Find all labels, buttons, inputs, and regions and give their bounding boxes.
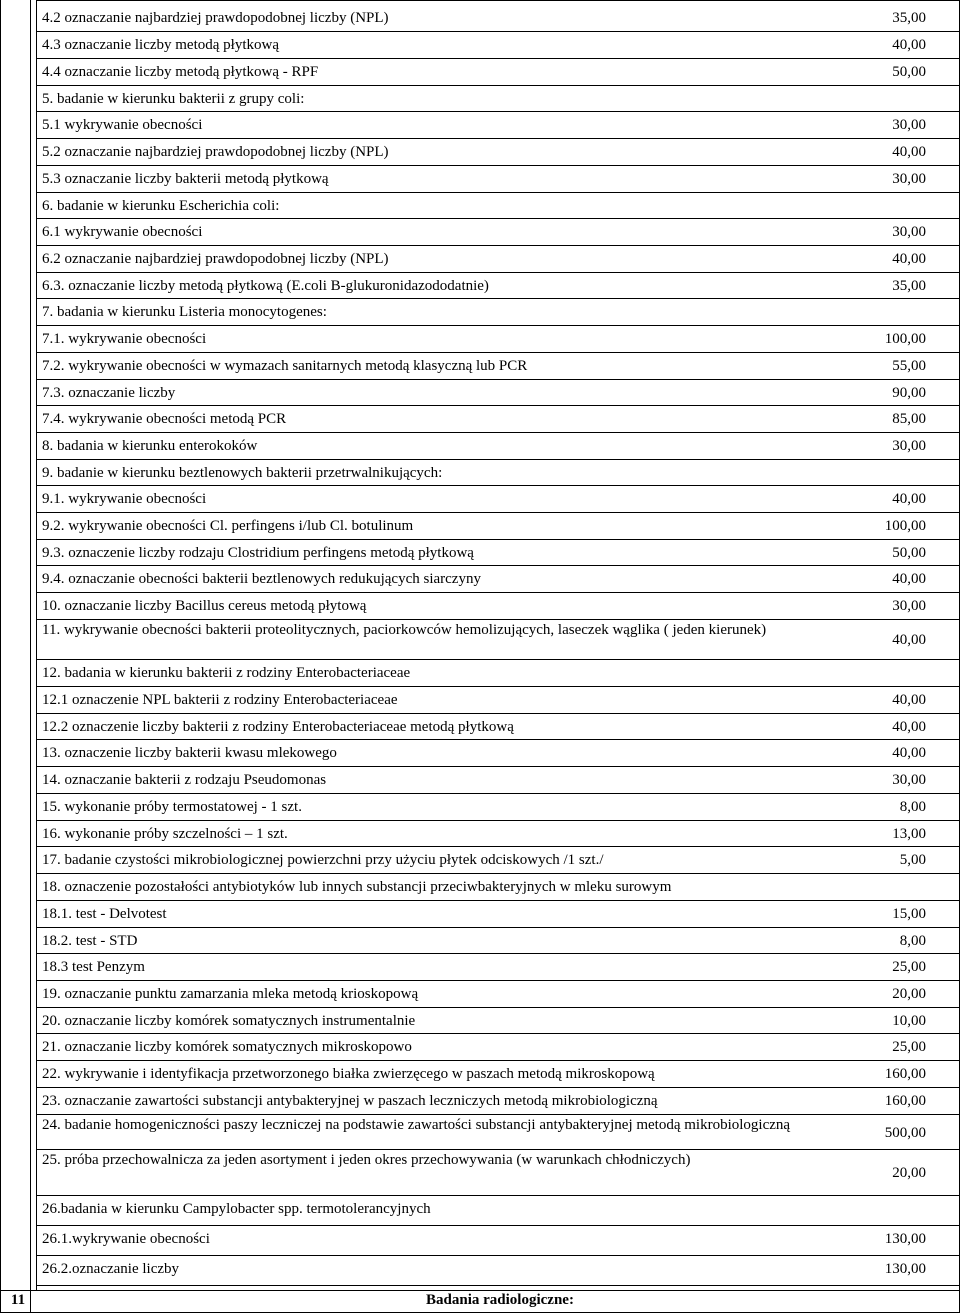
table-row	[36, 954, 960, 981]
item-price: 130,00	[884, 1261, 926, 1277]
item-price: 100,00	[884, 518, 926, 534]
table-row	[36, 380, 960, 406]
item-description: 24. badanie homogeniczności paszy leczniczej na podstawie zawartości substancji antybakteryjnej metodą mikrobiologiczną	[42, 1117, 791, 1133]
item-description: 4.4 oznaczanie liczby metodą płytkową - RPF	[42, 64, 319, 80]
item-description: 5.3 oznaczanie liczby bakterii metodą płytkową	[42, 171, 329, 187]
item-description: 5.2 oznaczanie najbardziej prawdopodobnej liczby (NPL)	[42, 144, 389, 160]
item-price: 20,00	[892, 986, 926, 1002]
item-description: 12.2 oznaczenie liczby bakterii z rodziny Enterobacteriaceae metodą płytkową	[42, 719, 514, 735]
table-row	[36, 847, 960, 874]
table-row	[36, 794, 960, 821]
table-row	[36, 353, 960, 380]
item-description: 26.1.wykrywanie obecności	[42, 1231, 210, 1247]
item-price: 40,00	[892, 571, 926, 587]
table-row	[36, 821, 960, 847]
item-price: 35,00	[892, 10, 926, 26]
item-price: 40,00	[892, 251, 926, 267]
item-description: 13. oznaczenie liczby bakterii kwasu mlekowego	[42, 745, 337, 761]
table-row	[36, 59, 960, 86]
table-row	[36, 166, 960, 193]
item-description: 20. oznaczanie liczby komórek somatycznych instrumentalnie	[42, 1013, 416, 1029]
table-row	[36, 981, 960, 1008]
table-row	[36, 1088, 960, 1115]
item-description: 7.2. wykrywanie obecności w wymazach sanitarnych metodą klasyczną lub PCR	[42, 358, 528, 374]
item-price: 55,00	[892, 358, 926, 374]
item-description: 6.2 oznaczanie najbardziej prawdopodobnej liczby (NPL)	[42, 251, 389, 267]
table-row	[36, 928, 960, 954]
item-price: 20,00	[892, 1165, 926, 1181]
table-row	[36, 1008, 960, 1034]
item-price: 40,00	[892, 37, 926, 53]
table-row	[36, 566, 960, 593]
item-description: 7.3. oznaczanie liczby	[42, 385, 176, 401]
table-row	[36, 1034, 960, 1061]
item-description: 7. badania w kierunku Listeria monocytogenes:	[42, 304, 327, 320]
item-price: 8,00	[899, 799, 926, 815]
item-description: 18.2. test - STD	[42, 933, 138, 949]
table-row	[36, 660, 960, 687]
item-description: 6. badanie w kierunku Escherichia coli:	[42, 198, 280, 214]
item-description: 23. oznaczanie zawartości substancji antybakteryjnej w paszach leczniczych metodą mikrobiologiczną	[42, 1093, 658, 1109]
item-description: 19. oznaczanie punktu zamarzania mleka metodą krioskopową	[42, 986, 419, 1002]
item-price: 40,00	[892, 719, 926, 735]
item-price: 50,00	[892, 64, 926, 80]
item-description: 14. oznaczanie bakterii z rodzaju Pseudomonas	[42, 772, 327, 788]
item-price: 8,00	[899, 933, 926, 949]
item-description: 8. badania w kierunku enterokoków	[42, 438, 258, 454]
item-description: 22. wykrywanie i identyfikacja przetworzonego białka zwierzęcego w paszach metodą mikroskopową	[42, 1066, 655, 1082]
table-row	[36, 1150, 960, 1196]
table-row	[36, 513, 960, 540]
item-price: 30,00	[892, 598, 926, 614]
item-description: 12. badania w kierunku bakterii z rodziny Enterobacteriaceae	[42, 665, 411, 681]
table-row	[36, 139, 960, 166]
item-price: 40,00	[892, 692, 926, 708]
item-price: 13,00	[892, 826, 926, 842]
item-price: 40,00	[892, 745, 926, 761]
item-description: 5. badanie w kierunku bakterii z grupy coli:	[42, 91, 305, 107]
item-price: 30,00	[892, 772, 926, 788]
item-description: 5.1 wykrywanie obecności	[42, 117, 203, 133]
item-description: 6.3. oznaczanie liczby metodą płytkową (E.coli B-glukuronidazododatnie)	[42, 278, 489, 294]
table-row	[36, 273, 960, 299]
item-description: 4.2 oznaczanie najbardziej prawdopodobnej liczby (NPL)	[42, 10, 389, 26]
table-row	[36, 406, 960, 433]
table-row	[36, 620, 960, 660]
item-description: 18. oznaczenie pozostałości antybiotyków lub innych substancji przeciwbakteryjnych w mleku surowym	[42, 879, 672, 895]
item-price: 30,00	[892, 117, 926, 133]
item-description: 9.4. oznaczanie obecności bakterii beztlenowych redukujących siarczyny	[42, 571, 481, 587]
item-price: 40,00	[892, 144, 926, 160]
item-price: 160,00	[884, 1066, 926, 1082]
item-description: 4.3 oznaczanie liczby metodą płytkową	[42, 37, 279, 53]
table-row	[36, 299, 960, 326]
section-number: 11	[10, 1292, 26, 1308]
table-row	[36, 874, 960, 901]
table-row	[36, 593, 960, 620]
item-description: 7.4. wykrywanie obecności metodą PCR	[42, 411, 287, 427]
table-row	[36, 1196, 960, 1226]
table-row	[36, 901, 960, 928]
item-price: 5,00	[899, 852, 926, 868]
item-description: 12.1 oznaczenie NPL bakterii z rodziny Enterobacteriaceae	[42, 692, 398, 708]
table-row	[36, 540, 960, 566]
item-description: 17. badanie czystości mikrobiologicznej powierzchni przy użyciu płytek odciskowych /1 szt./	[42, 852, 604, 868]
item-price: 40,00	[892, 632, 926, 648]
item-description: 9.2. wykrywanie obecności Cl. perfingens i/lub Cl. botulinum	[42, 518, 414, 534]
item-description: 26.badania w kierunku Campylobacter spp. termotolerancyjnych	[42, 1201, 431, 1217]
item-description: 6.1 wykrywanie obecności	[42, 224, 203, 240]
table-row	[36, 1256, 960, 1286]
table-row	[36, 326, 960, 353]
table-row	[36, 5, 960, 32]
item-price: 30,00	[892, 438, 926, 454]
table-row	[36, 767, 960, 794]
table-row	[36, 714, 960, 740]
item-description: 26.2.oznaczanie liczby	[42, 1261, 180, 1277]
item-description: 18.1. test - Delvotest	[42, 906, 167, 922]
table-row	[36, 433, 960, 460]
item-price: 500,00	[884, 1125, 926, 1141]
table-row	[36, 1226, 960, 1256]
table-row	[36, 219, 960, 246]
item-price: 25,00	[892, 959, 926, 975]
item-price: 50,00	[892, 545, 926, 561]
table-row	[36, 246, 960, 273]
item-description: 16. wykonanie próby szczelności – 1 szt.	[42, 826, 288, 842]
item-description: 10. oznaczanie liczby Bacillus cereus metodą płytową	[42, 598, 367, 614]
item-price: 15,00	[892, 906, 926, 922]
item-description: 21. oznaczanie liczby komórek somatycznych mikroskopowo	[42, 1039, 412, 1055]
table-row	[36, 32, 960, 59]
item-description: 9.1. wykrywanie obecności	[42, 491, 207, 507]
item-description: 7.1. wykrywanie obecności	[42, 331, 207, 347]
item-price: 25,00	[892, 1039, 926, 1055]
table-row	[36, 1061, 960, 1088]
table-row	[36, 740, 960, 767]
item-price: 35,00	[892, 278, 926, 294]
table-row	[36, 460, 960, 486]
table-row	[36, 486, 960, 513]
item-price: 30,00	[892, 171, 926, 187]
section-title: Badania radiologiczne:	[426, 1292, 574, 1308]
item-description: 25. próba przechowalnicza za jeden asortyment i jeden okres przechowywania (w warunkach chłodniczych)	[42, 1152, 691, 1168]
table-row	[36, 112, 960, 139]
item-description: 18.3 test Penzym	[42, 959, 145, 975]
item-price: 85,00	[892, 411, 926, 427]
item-price: 30,00	[892, 224, 926, 240]
item-price: 130,00	[884, 1231, 926, 1247]
table-row	[36, 687, 960, 714]
item-description: 9. badanie w kierunku beztlenowych bakterii przetrwalnikujących:	[42, 465, 443, 481]
item-price: 10,00	[892, 1013, 926, 1029]
item-description: 9.3. oznaczenie liczby rodzaju Clostridium perfingens metodą płytkową	[42, 545, 474, 561]
table-row	[36, 193, 960, 219]
item-price: 100,00	[884, 331, 926, 347]
item-price: 90,00	[892, 385, 926, 401]
item-description: 15. wykonanie próby termostatowej - 1 szt.	[42, 799, 302, 815]
item-description: 11. wykrywanie obecności bakterii proteolitycznych, paciorkowców hemolizujących, laseczek wąglika ( jeden kierunek)	[42, 622, 767, 638]
item-price: 40,00	[892, 491, 926, 507]
item-price: 160,00	[884, 1093, 926, 1109]
table-row	[36, 1115, 960, 1150]
table-row	[36, 86, 960, 112]
